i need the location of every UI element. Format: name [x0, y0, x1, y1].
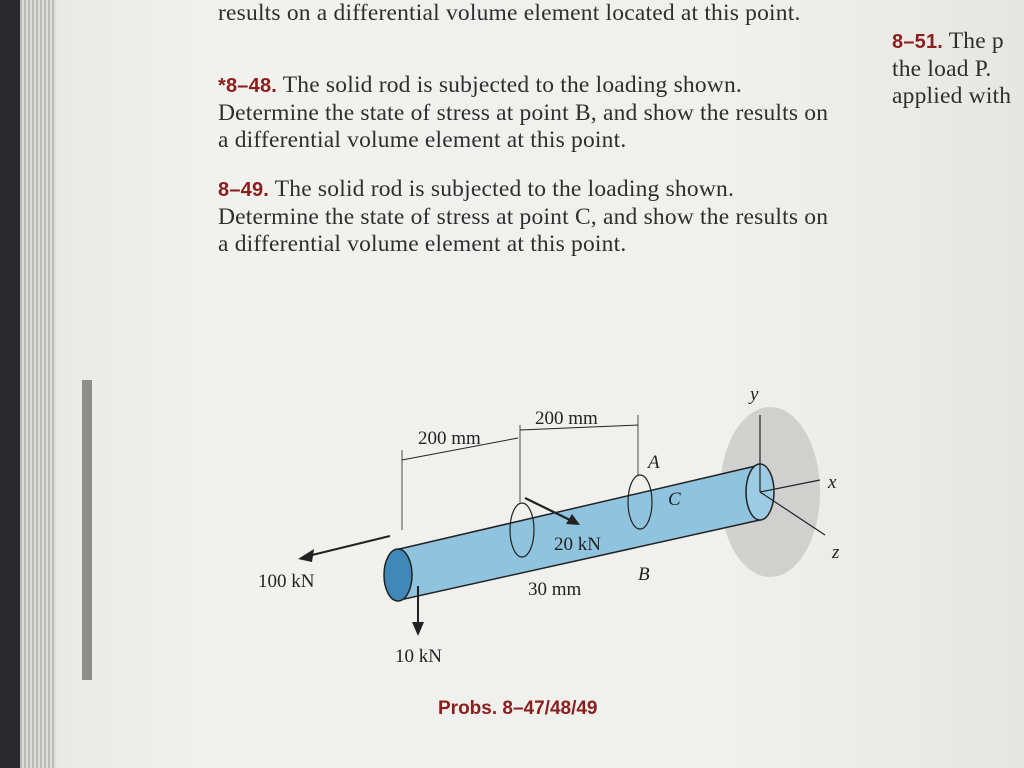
problem-849-number: 8–49.	[218, 179, 270, 201]
y-axis-label: y	[750, 384, 759, 405]
problem-851-line3: applied with	[892, 83, 1012, 109]
point-a-label: A	[648, 452, 660, 473]
problem-848-number: *8–48.	[218, 75, 278, 97]
problem-849	[218, 176, 838, 258]
problem-851-line1: The p	[948, 28, 1004, 54]
page-shadow	[82, 380, 92, 680]
radius-label: 30 mm	[528, 579, 582, 600]
vertical-load-arrowhead	[412, 622, 424, 636]
problem-851-number: 8–51.	[892, 31, 944, 53]
problem-851-line2: the load P.	[892, 56, 992, 82]
axial-load-arrow	[308, 536, 390, 556]
dim-label-2: 200 mm	[535, 408, 598, 429]
rod-figure	[240, 380, 860, 680]
problem-849-text: The solid rod is subjected to the loading shown. Determine the state of stress at point C, and show the results on a differential volume element at this point.	[218, 176, 829, 257]
load-label-100kn: 100 kN	[258, 571, 315, 592]
textbook-page	[20, 0, 1024, 768]
rod-free-end	[384, 549, 412, 601]
point-b-label: B	[638, 564, 650, 585]
problem-848-text: The solid rod is subjected to the loading shown. Determine the state of stress at point B, and show the results on a differential volume element at this point.	[218, 72, 829, 153]
problem-847-tail	[218, 0, 838, 27]
problem-848	[218, 72, 838, 154]
x-axis-label: x	[828, 472, 837, 493]
figure-caption: Probs. 8–47/48/49	[438, 698, 598, 719]
load-label-10kn: 10 kN	[395, 646, 442, 667]
z-axis-label: z	[832, 542, 840, 563]
page-stack-edge	[20, 0, 56, 768]
point-c-label: C	[668, 489, 681, 510]
right-column-problem-851	[892, 28, 1024, 110]
problem-847-tail-text: results on a differential volume element located at this point.	[218, 0, 801, 26]
axial-load-arrowhead	[298, 549, 314, 562]
load-label-20kn: 20 kN	[554, 534, 601, 555]
dim-label-1: 200 mm	[418, 428, 481, 449]
